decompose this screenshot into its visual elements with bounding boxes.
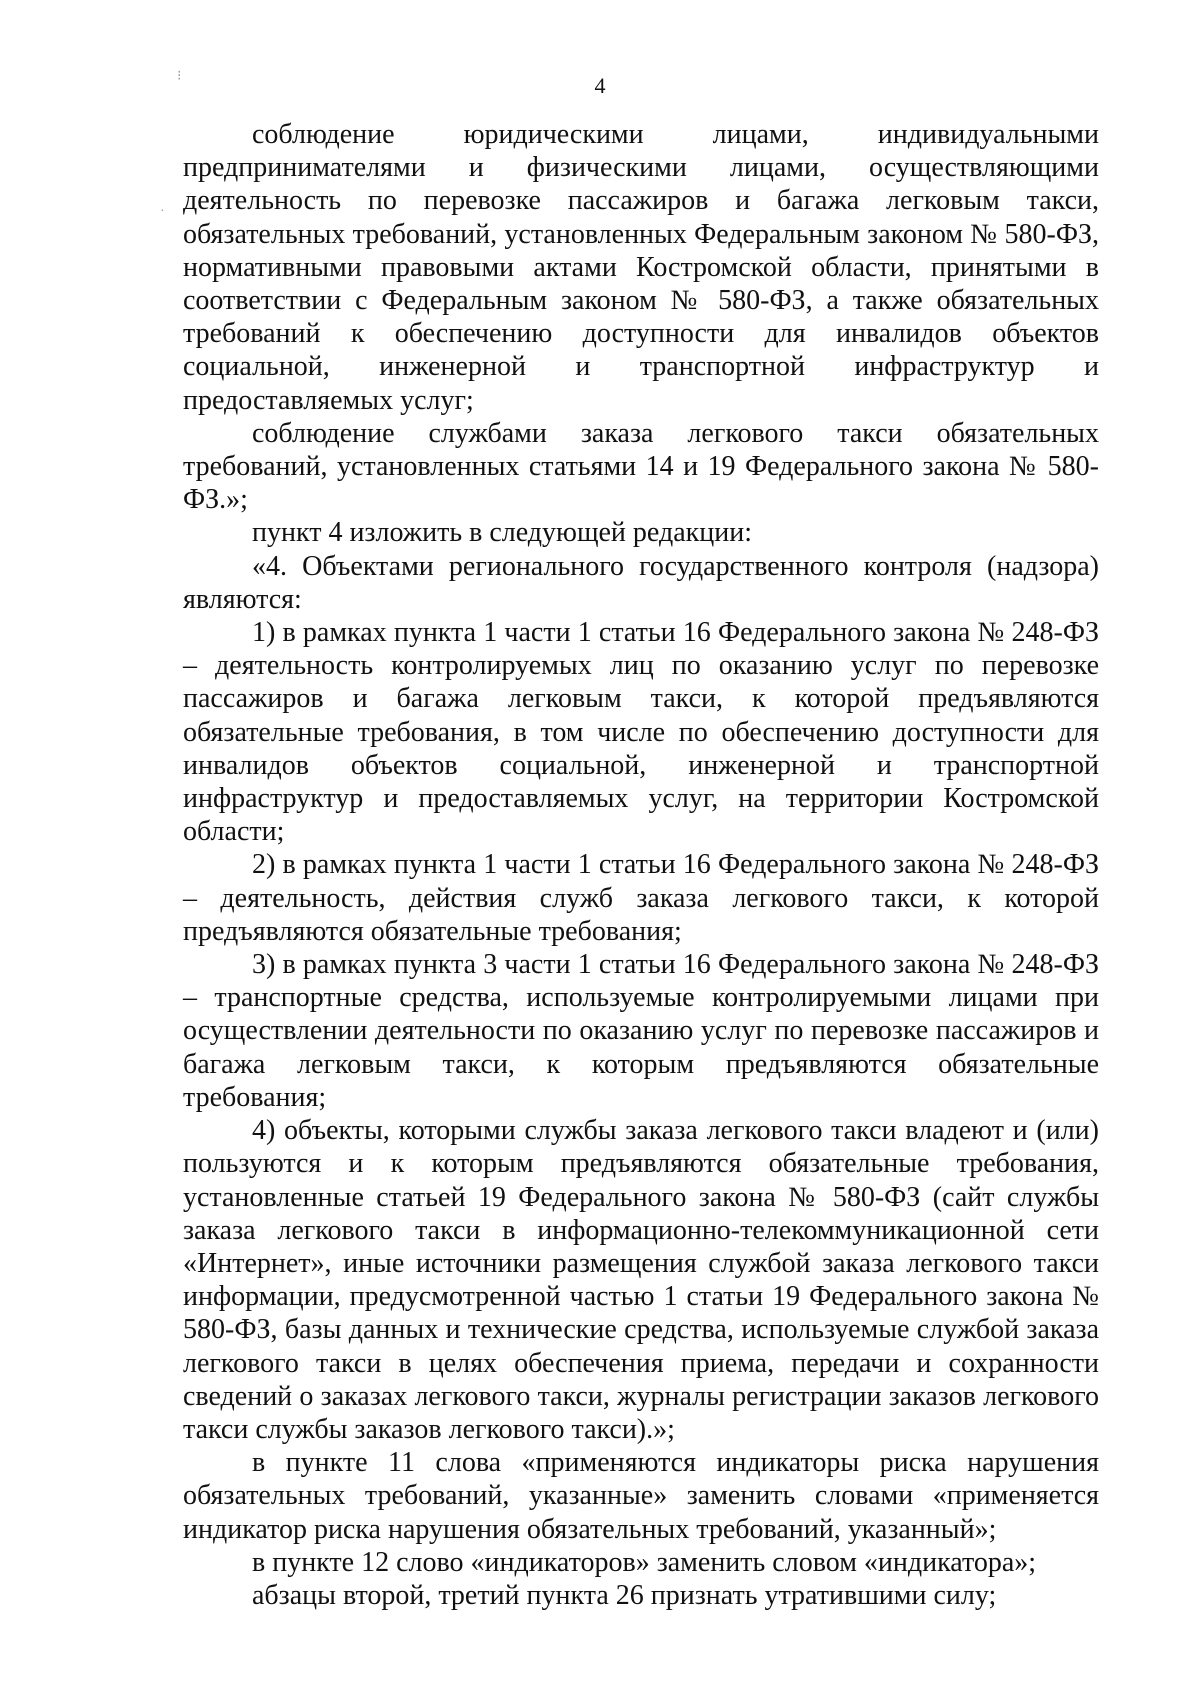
list-item-3-vehicles: 3) в рамках пункта 3 части 1 статьи 16 Федерального закона № 248-ФЗ – транспортные средства, используемые контролируемыми лицами при осуществлении деятельности по оказанию услуг по перевозке пассажиров и багажа легковым такси, к которым предъявляются обязательные требования; [183, 949, 1099, 1113]
document-body [183, 118, 1099, 1612]
list-item-1-taxi-activity: 1) в рамках пункта 1 части 1 статьи 16 Федерального закона № 248-ФЗ – деятельность контролируемых лиц по оказанию услуг по перевозке пассажиров и багажа легковым такси, к которой предъявляются обязательные требования, в том числе по обеспечению доступности для инвалидов объектов социальной, инженерной и транспортной инфраструктур и предоставляемых услуг, на территории Костромской области; [183, 617, 1099, 848]
paragraph-point-11-amendment: в пункте 11 слова «применяются индикаторы риска нарушения обязательных требований, указанные» заменить словами «применяется индикатор риска нарушения обязательных требований, указанный»; [183, 1447, 1099, 1545]
paragraph-compliance-taxi-operators: соблюдение юридическими лицами, индивидуальными предпринимателями и физическими лицами, осуществляющими деятельность по перевозке пассажиров и багажа легковым такси, обязательных требований, установленных Федеральным законом № 580-ФЗ, нормативными правовыми актами Костромской области, принятыми в соответствии с Федеральным законом № 580-ФЗ, а также обязательных требований к обеспечению доступности для инвалидов объектов социальной, инженерной и транспортной инфраструктур и предоставляемых услуг; [183, 119, 1099, 416]
scan-speck-mark: · [160, 204, 165, 219]
list-item-2-dispatch-activity: 2) в рамках пункта 1 части 1 статьи 16 Федерального закона № 248-ФЗ – деятельность, действия служб заказа легкового такси, к которой предъявляются обязательные требования; [183, 849, 1099, 947]
scan-speck-mark: ⁝ [177, 69, 182, 84]
page-number: 4 [594, 73, 606, 98]
paragraph-point-12-amendment: в пункте 12 слово «индикаторов» заменить словом «индикатора»; [252, 1546, 1037, 1578]
paragraph-point-4-heading: «4. Объектами регионального государственного контроля (надзора) являются: [183, 550, 1099, 615]
paragraph-point-4-intro: пункт 4 изложить в следующей редакции: [252, 517, 752, 549]
paragraph-compliance-dispatch-services: соблюдение службами заказа легкового такси обязательных требований, установленных статьями 14 и 19 Федерального закона № 580-ФЗ.»; [183, 417, 1099, 516]
list-item-4-dispatch-objects: 4) объекты, которыми службы заказа легкового такси владеют и (или) пользуются и к которым предъявляются обязательные требования, установленные статьей 19 Федерального закона № 580-ФЗ (сайт службы заказа легкового такси в информационно-телекоммуникационной сети «Интернет», иные источники размещения службой заказа легкового такси информации, предусмотренной частью 1 статьи 19 Федерального закона № 580-ФЗ, базы данных и технические средства, используемые службой заказа легкового такси в целях обеспечения приема, передачи и сохранности сведений о заказах легкового такси, журналы регистрации заказов легкового такси службы заказов легкового такси).»; [183, 1115, 1099, 1445]
paragraph-point-26-repeal: абзацы второй, третий пункта 26 признать утратившими силу; [252, 1579, 997, 1611]
